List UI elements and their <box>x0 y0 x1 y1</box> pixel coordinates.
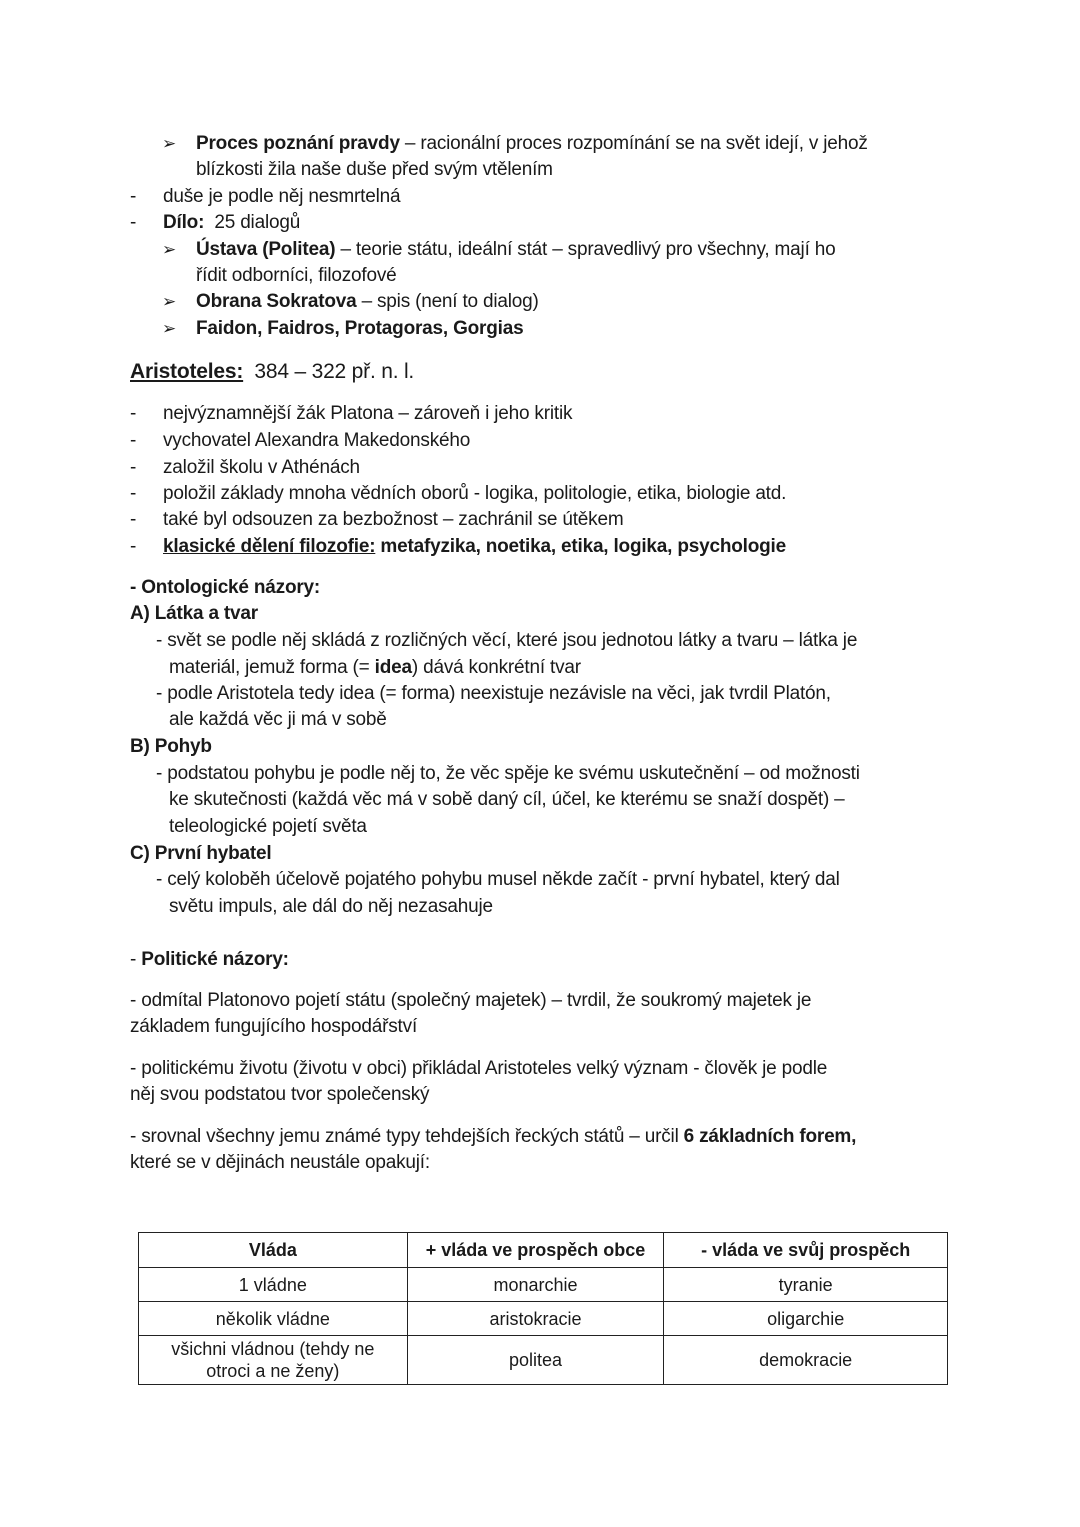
division-value: metafyzika, noetika, etika, logika, psychologie <box>375 536 786 557</box>
ontology-text: světu impuls, ale dál do něj nezasahuje <box>169 896 493 917</box>
politics-text: základem fungujícího hospodářství <box>130 1016 418 1037</box>
work-text-cont: řídit odborníci, filozofové <box>196 265 397 286</box>
table-cell: oligarchie <box>664 1302 948 1336</box>
dash-bullet-icon: - <box>130 403 137 424</box>
ontology-heading: - Ontologické názory: <box>130 577 321 598</box>
text-part: - srovnal všechny jemu známé typy tehdejších řeckých států – určil <box>130 1126 684 1147</box>
ontology-text: teleologické pojetí světa <box>169 816 367 837</box>
work-item: Faidon, Faidros, Protagoras, Gorgias <box>196 318 524 339</box>
aristotle-dates: 384 – 322 př. n. l. <box>243 360 415 383</box>
aristotle-heading <box>130 359 414 385</box>
table-row <box>139 1268 948 1302</box>
heading-text: Politické názory: <box>141 949 289 970</box>
header-cell: - vláda ve svůj prospěch <box>664 1233 948 1268</box>
government-forms-table <box>138 1232 948 1385</box>
subheading-a: A) Látka a tvar <box>130 603 258 624</box>
proces-text-cont: blízkosti žila naše duše před svým vtělením <box>196 159 553 180</box>
politics-text: které se v dějinách neustále opakují: <box>130 1152 430 1173</box>
arrow-bullet-icon: ➢ <box>162 240 177 259</box>
table-cell: politea <box>407 1336 664 1385</box>
ontology-text <box>169 655 581 681</box>
works-value: 25 dialogů <box>204 212 301 233</box>
table-cell: 1 vládne <box>139 1268 408 1302</box>
bio-item: vychovatel Alexandra Makedonského <box>163 430 471 451</box>
ontology-text: - podle Aristotela tedy idea (= forma) neexistuje nezávisle na věci, jak tvrdil Platón, <box>156 683 831 704</box>
work-item <box>196 237 835 263</box>
header-cell: Vláda <box>139 1233 408 1268</box>
arrow-bullet-icon: ➢ <box>162 134 177 153</box>
work-item <box>196 289 539 315</box>
proces-item <box>196 131 868 157</box>
table-row <box>139 1336 948 1385</box>
work-text: – teorie státu, ideální stát – spravedlivý pro všechny, mají ho <box>335 239 836 260</box>
bio-item: založil školu v Athénách <box>163 457 360 478</box>
division-label: klasické dělení filozofie: <box>163 536 376 557</box>
aristotle-name: Aristoteles: <box>130 360 244 383</box>
table-cell: všichni vládnou (tehdy ne otroci a ne ženy) <box>139 1336 408 1385</box>
table-cell: demokracie <box>664 1336 948 1385</box>
bio-item: také byl odsouzen za bezbožnost – zachránil se útěkem <box>163 509 624 530</box>
work-title: Obrana Sokratova <box>196 291 357 312</box>
works-label: Dílo: <box>163 212 205 233</box>
proces-text: – racionální proces rozpomínání se na svět idejí, v jehož <box>399 133 868 154</box>
politics-text: - politickému životu (životu v obci) přikládal Aristoteles velký význam - člověk je podle <box>130 1058 828 1079</box>
heading-dash: - <box>130 949 142 970</box>
table-cell: několik vládne <box>139 1302 408 1336</box>
work-title: Ústava (Politea) <box>196 239 336 260</box>
dash-bullet-icon: - <box>130 186 137 207</box>
soul-item: duše je podle něj nesmrtelná <box>163 186 401 207</box>
arrow-bullet-icon: ➢ <box>162 292 177 311</box>
text-part: ) dává konkrétní tvar <box>411 657 581 678</box>
text-part: , <box>851 1126 857 1147</box>
text-part: materiál, jemuž forma (= <box>169 657 375 678</box>
politics-text <box>130 1124 856 1150</box>
idea-term: idea <box>374 657 412 678</box>
arrow-bullet-icon: ➢ <box>162 319 177 338</box>
politics-heading <box>130 947 289 973</box>
six-forms-term: 6 základních forem <box>683 1126 852 1147</box>
proces-title: Proces poznání pravdy <box>196 133 400 154</box>
subheading-b: B) Pohyb <box>130 736 212 757</box>
ontology-text: ale každá věc ji má v sobě <box>169 709 387 730</box>
bio-item: nejvýznamnější žák Platona – zároveň i jeho kritik <box>163 403 573 424</box>
table-cell: tyranie <box>664 1268 948 1302</box>
works-item <box>163 210 300 236</box>
ontology-text: - podstatou pohybu je podle něj to, že věc spěje ke svému uskutečnění – od možnosti <box>156 763 860 784</box>
dash-bullet-icon: - <box>130 509 137 530</box>
subheading-c: C) První hybatel <box>130 843 272 864</box>
politics-text: něj svou podstatou tvor společenský <box>130 1084 430 1105</box>
bio-item: položil základy mnoha vědních oborů - logika, politologie, etika, biologie atd. <box>163 483 787 504</box>
table-header-row <box>139 1233 948 1268</box>
header-cell: + vláda ve prospěch obce <box>407 1233 664 1268</box>
dash-bullet-icon: - <box>130 483 137 504</box>
table-cell: aristokracie <box>407 1302 664 1336</box>
dash-bullet-icon: - <box>130 536 137 557</box>
table-cell: monarchie <box>407 1268 664 1302</box>
table-row <box>139 1302 948 1336</box>
division-item <box>163 534 786 560</box>
dash-bullet-icon: - <box>130 430 137 451</box>
ontology-text: ke skutečnosti (každá věc má v sobě daný cíl, účel, ke kterému se snaží dospět) – <box>169 789 845 810</box>
ontology-text: - celý koloběh účelově pojatého pohybu musel někde začít - první hybatel, který dal <box>156 869 840 890</box>
politics-text: - odmítal Platonovo pojetí státu (společný majetek) – tvrdil, že soukromý majetek je <box>130 990 812 1011</box>
dash-bullet-icon: - <box>130 212 137 233</box>
work-text: – spis (není to dialog) <box>356 291 539 312</box>
ontology-text: - svět se podle něj skládá z rozličných věcí, které jsou jednotou látky a tvaru – látka je <box>156 630 858 651</box>
dash-bullet-icon: - <box>130 457 137 478</box>
